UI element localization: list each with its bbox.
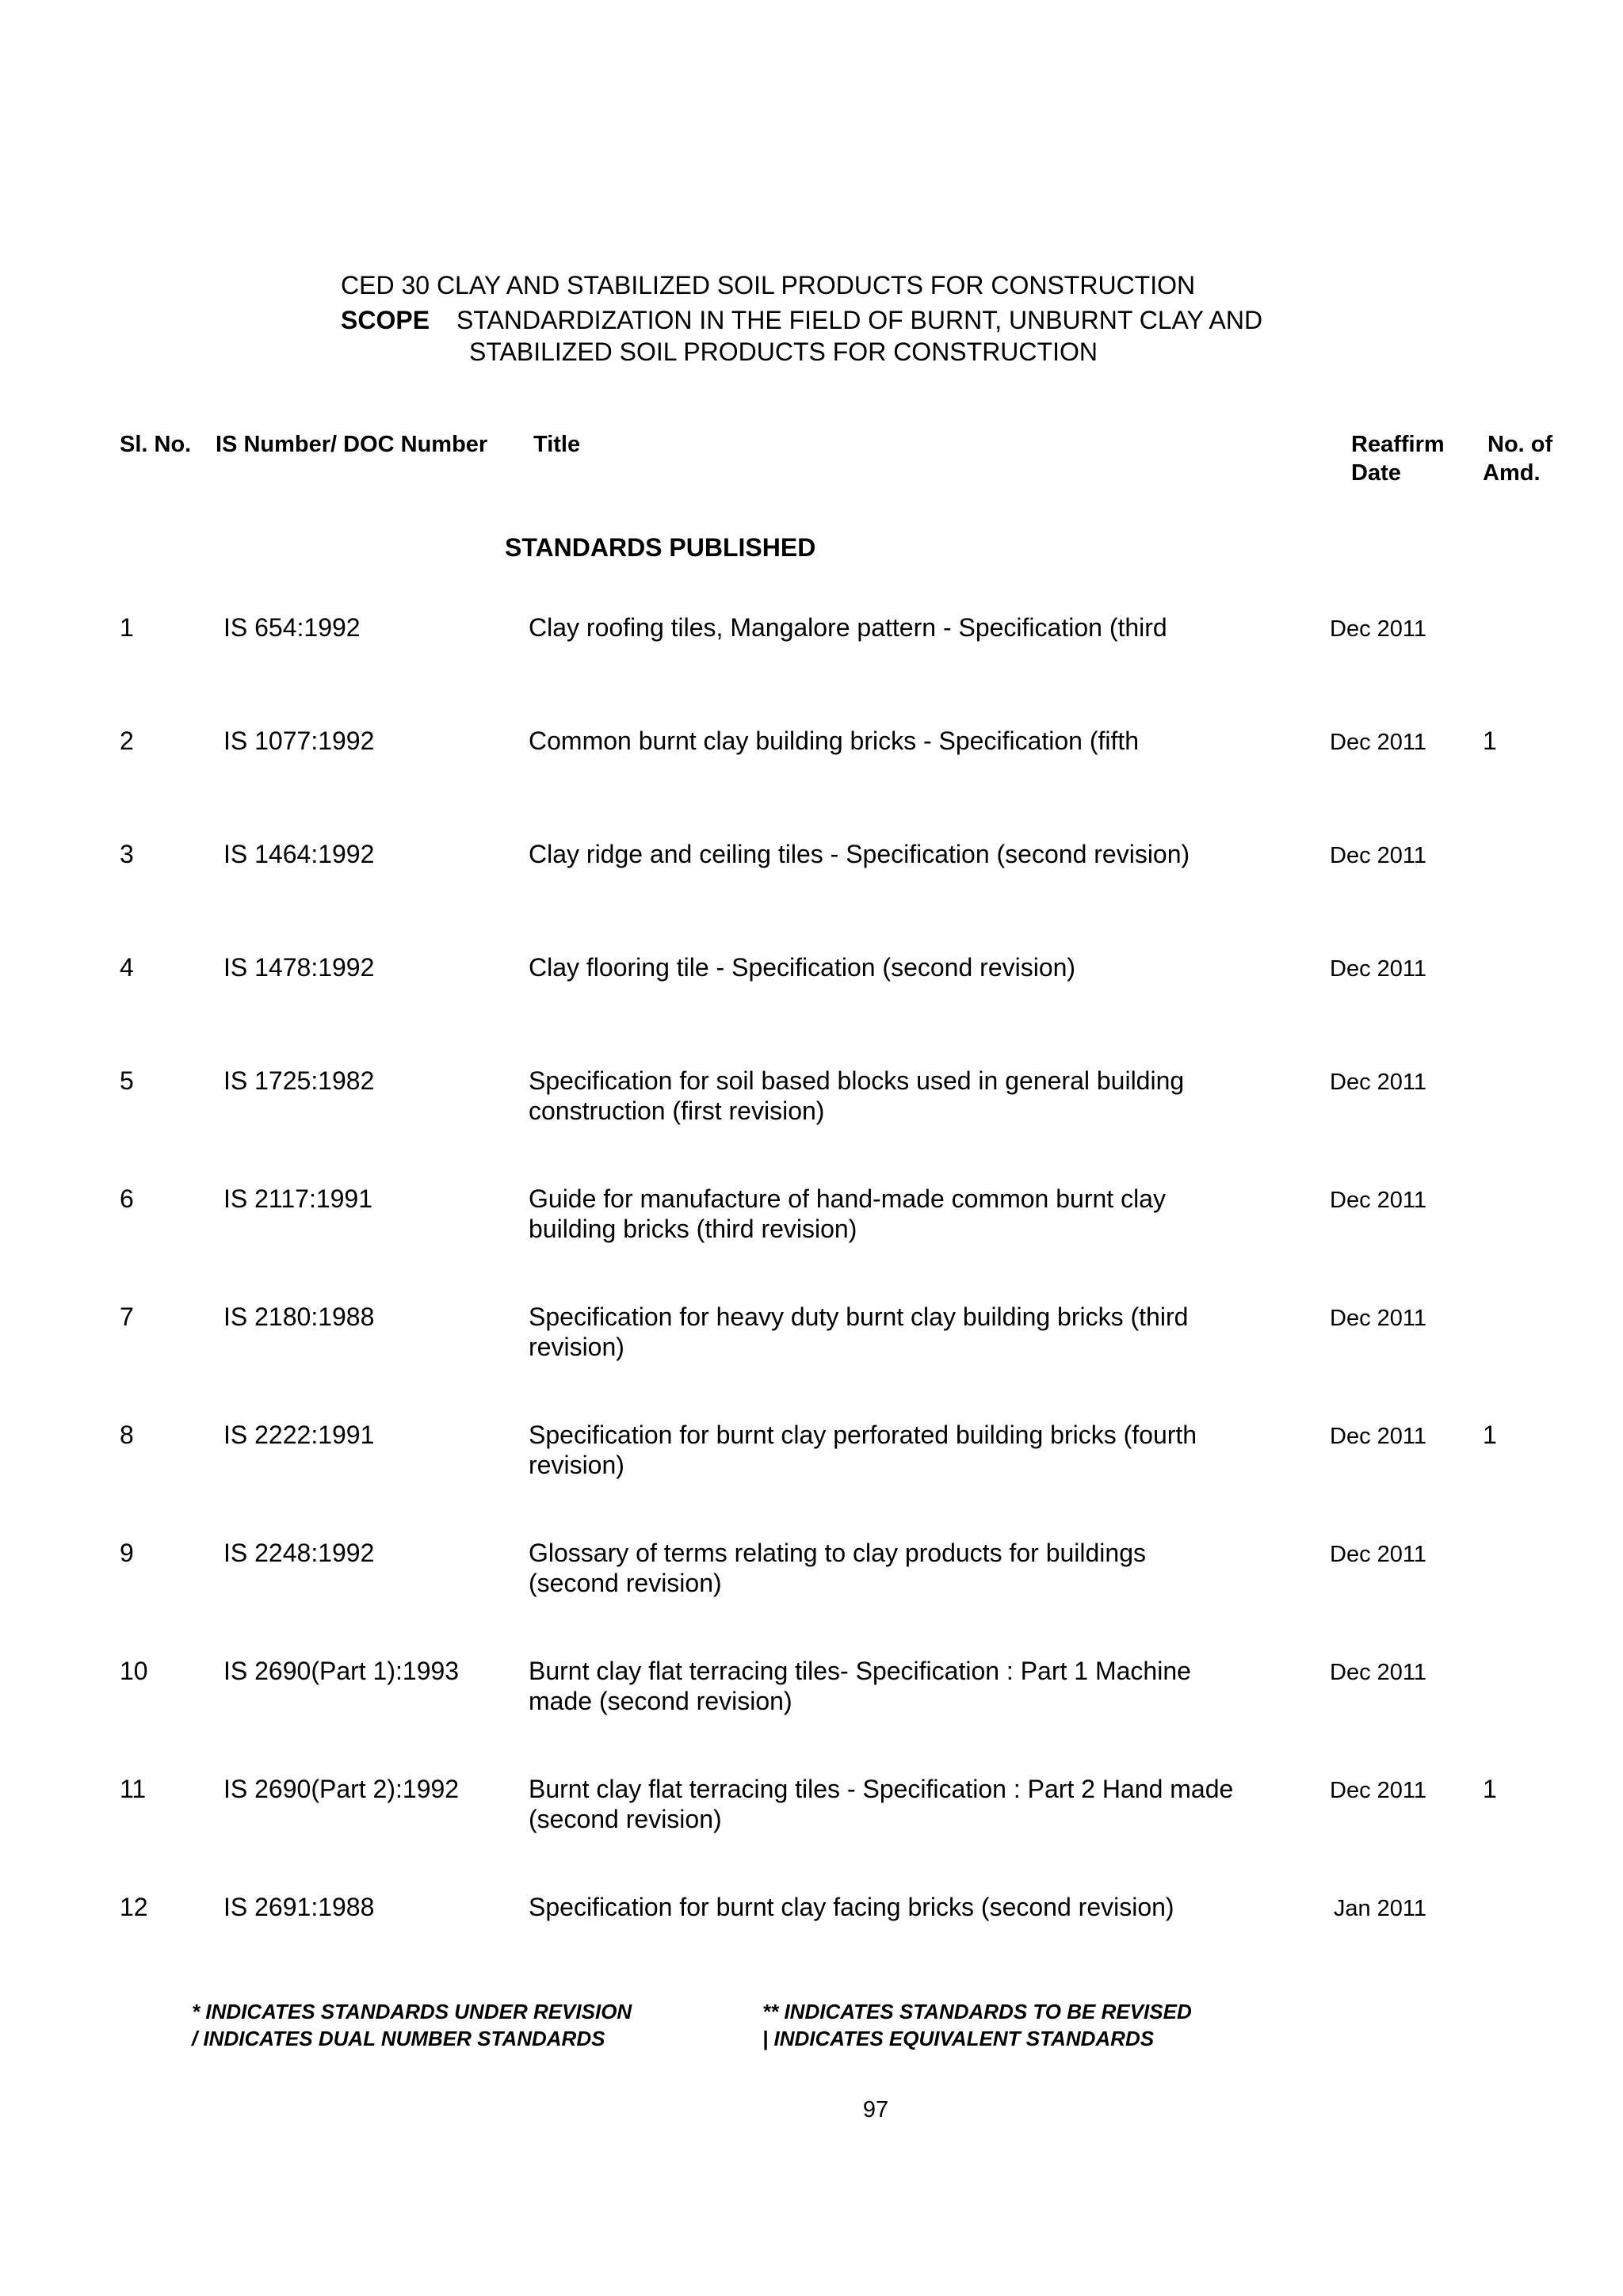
row-sl-no: 1 [120, 613, 134, 642]
row-is-number: IS 2690(Part 1):1993 [223, 1657, 460, 1685]
row-title: Clay flooring tile - Specification (second revision) [529, 953, 1076, 982]
table-row [0, 1774, 1623, 1861]
row-sl-no: 2 [120, 727, 134, 755]
col-is-number: IS Number/ DOC Number [216, 432, 488, 457]
row-title: Specification for heavy duty burnt clay building bricks (third revision) [529, 1302, 1189, 1361]
row-reaffirm-date: Dec 2011 [1330, 730, 1426, 755]
row-reaffirm-date: Dec 2011 [1330, 843, 1426, 868]
row-reaffirm-date: Dec 2011 [1330, 1660, 1426, 1685]
table-row [0, 952, 1623, 1039]
scope-label: SCOPE [341, 306, 430, 334]
row-title: Clay roofing tiles, Mangalore pattern - Specification (third [529, 613, 1167, 642]
row-title: Specification for burnt clay facing bricks (second revision) [529, 1893, 1174, 1921]
row-is-number: IS 2180:1988 [223, 1302, 375, 1331]
row-sl-no: 8 [120, 1421, 134, 1449]
row-reaffirm-date: Dec 2011 [1330, 1424, 1426, 1449]
row-sl-no: 9 [120, 1539, 134, 1567]
table-row [0, 1656, 1623, 1743]
row-sl-no: 5 [120, 1066, 134, 1095]
row-sl-no: 6 [120, 1184, 134, 1213]
col-amd-line2: Amd. [1483, 460, 1541, 486]
col-title: Title [533, 432, 581, 457]
row-reaffirm-date: Dec 2011 [1330, 1306, 1426, 1331]
table-row [0, 1892, 1623, 1979]
row-sl-no: 7 [120, 1302, 134, 1331]
footnote-dual-number: / INDICATES DUAL NUMBER STANDARDS [192, 2027, 605, 2050]
scope-text-2: STABILIZED SOIL PRODUCTS FOR CONSTRUCTION [469, 338, 1098, 366]
row-title: Burnt clay flat terracing tiles - Specification : Part 2 Hand made (second revision) [529, 1775, 1234, 1833]
row-is-number: IS 2691:1988 [223, 1893, 375, 1921]
committee-title: CED 30 CLAY AND STABILIZED SOIL PRODUCTS FOR CONSTRUCTION [341, 271, 1196, 299]
row-is-number: IS 1478:1992 [223, 953, 375, 982]
scope-line-1 [341, 304, 1262, 336]
row-amd-count: 1 [1483, 727, 1497, 755]
row-amd-count: 1 [1483, 1421, 1497, 1449]
row-sl-no: 12 [120, 1893, 148, 1921]
row-is-number: IS 2248:1992 [223, 1539, 375, 1567]
row-reaffirm-date: Dec 2011 [1330, 956, 1426, 982]
col-reaffirm-line2: Date [1351, 460, 1401, 486]
row-amd-count: 1 [1483, 1775, 1497, 1803]
row-is-number: IS 1464:1992 [223, 840, 375, 868]
row-reaffirm-date: Dec 2011 [1330, 1188, 1426, 1213]
row-is-number: IS 2690(Part 2):1992 [223, 1775, 460, 1803]
row-title: Glossary of terms relating to clay products for buildings (second revision) [529, 1539, 1146, 1597]
row-is-number: IS 2222:1991 [223, 1421, 375, 1449]
row-title: Burnt clay flat terracing tiles- Specification : Part 1 Machine made (second revision) [529, 1657, 1191, 1715]
row-title: Guide for manufacture of hand-made common burnt clay building bricks (third revision) [529, 1184, 1166, 1243]
row-is-number: IS 1725:1982 [223, 1066, 375, 1095]
footnote-equivalent: | INDICATES EQUIVALENT STANDARDS [762, 2027, 1155, 2050]
footnote-under-revision: * INDICATES STANDARDS UNDER REVISION [192, 2000, 632, 2023]
row-title: Common burnt clay building bricks - Specification (fifth [529, 727, 1140, 755]
scope-text-1: STANDARDIZATION IN THE FIELD OF BURNT, UNBURNT CLAY AND [456, 306, 1263, 334]
table-row [0, 1184, 1623, 1271]
footnote-to-be-revised: ** INDICATES STANDARDS TO BE REVISED [762, 2000, 1192, 2023]
row-title: Clay ridge and ceiling tiles - Specification (second revision) [529, 840, 1190, 868]
table-row [0, 1420, 1623, 1507]
row-sl-no: 11 [120, 1775, 147, 1803]
table-row [0, 839, 1623, 926]
table-row [0, 1538, 1623, 1625]
table-row [0, 1302, 1623, 1389]
page-number: 97 [862, 2097, 889, 2122]
row-reaffirm-date: Dec 2011 [1330, 1070, 1426, 1095]
col-no-of-amd [1483, 430, 1552, 487]
row-reaffirm-date: Dec 2011 [1330, 1542, 1426, 1567]
row-is-number: IS 654:1992 [223, 613, 361, 642]
row-is-number: IS 1077:1992 [223, 727, 375, 755]
row-reaffirm-date: Dec 2011 [1330, 616, 1426, 642]
row-sl-no: 4 [120, 953, 134, 982]
table-row [0, 612, 1623, 700]
row-title: Specification for burnt clay perforated building bricks (fourth revision) [529, 1421, 1197, 1479]
table-row [0, 1066, 1623, 1153]
row-reaffirm-date: Jan 2011 [1333, 1896, 1426, 1921]
row-sl-no: 10 [120, 1657, 148, 1685]
col-reaffirm-line1: Reaffirm [1351, 432, 1445, 457]
row-reaffirm-date: Dec 2011 [1330, 1778, 1426, 1803]
col-sl-no: Sl. No. [120, 432, 192, 457]
row-title: Specification for soil based blocks used in general building construction (first revision) [529, 1066, 1185, 1125]
section-standards-published: STANDARDS PUBLISHED [505, 533, 816, 562]
table-row [0, 726, 1623, 813]
col-reaffirm-date [1351, 430, 1445, 487]
row-sl-no: 3 [120, 840, 134, 868]
row-is-number: IS 2117:1991 [223, 1184, 373, 1213]
col-amd-line1: No. of [1487, 432, 1553, 457]
